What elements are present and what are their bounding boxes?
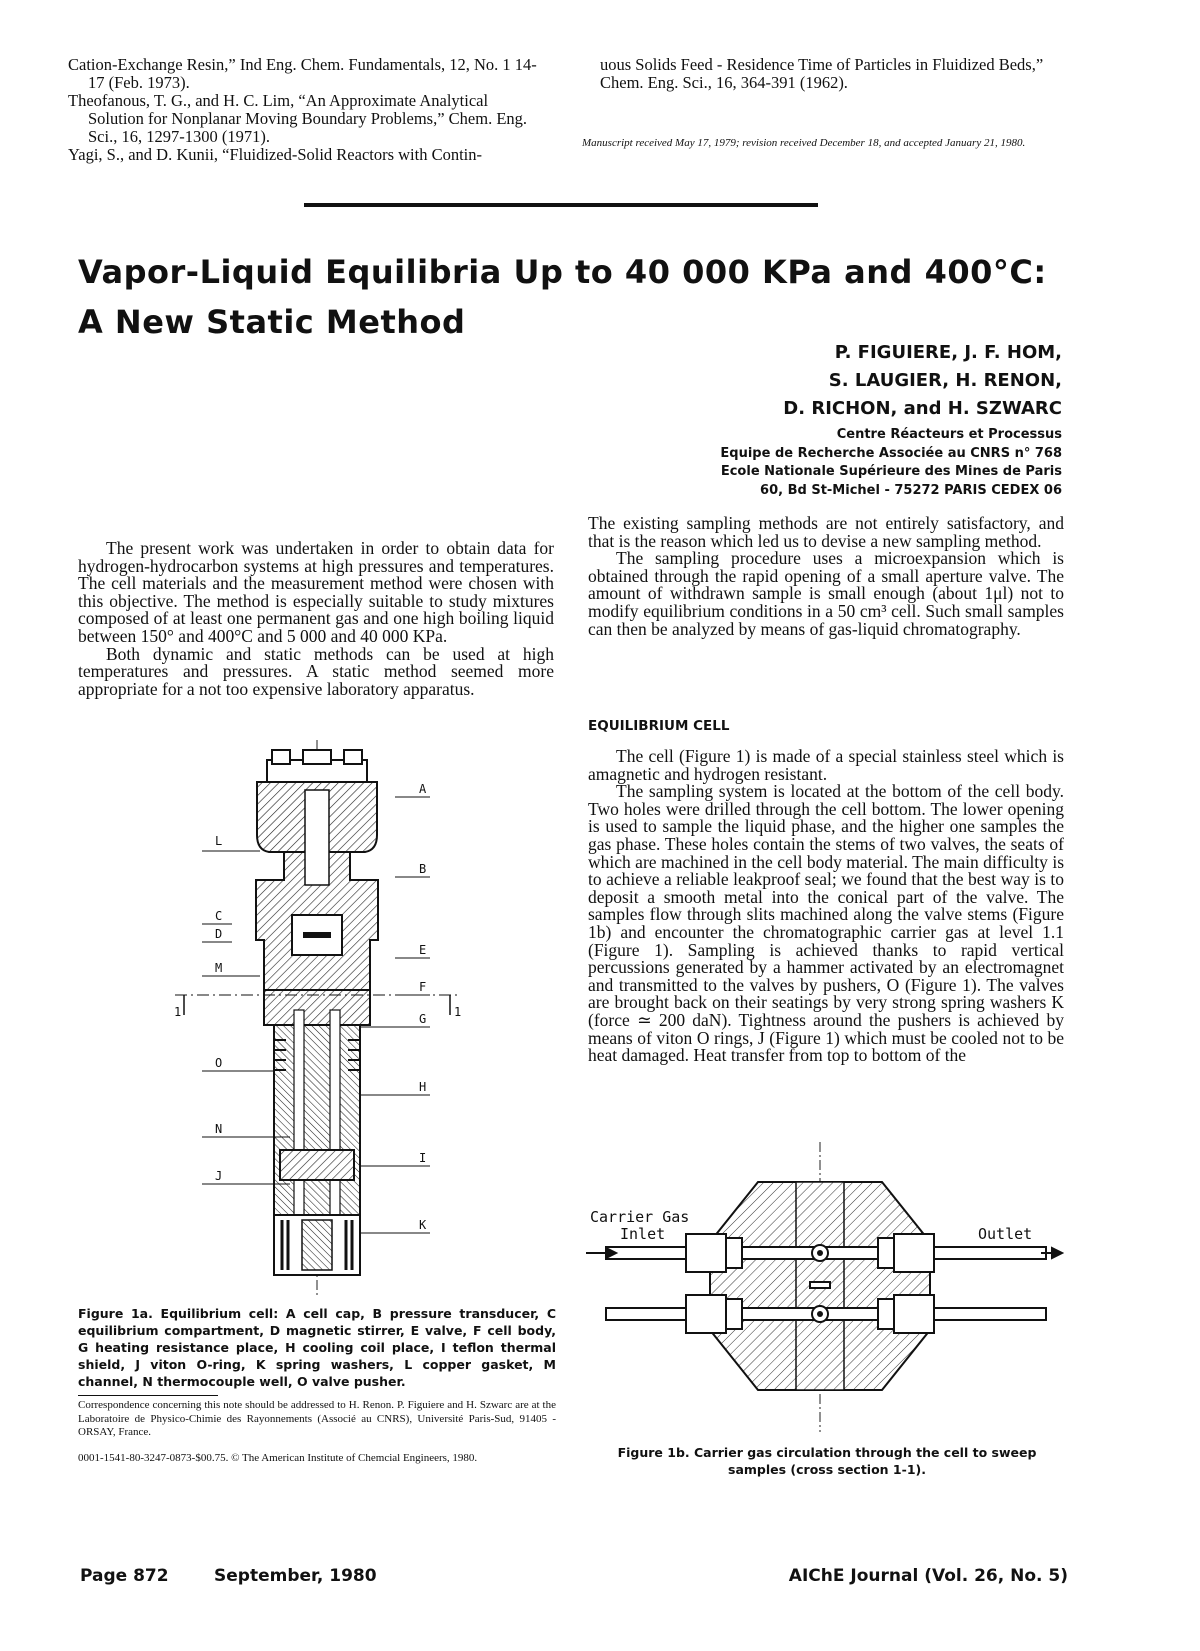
footnote-divider: [78, 1395, 218, 1396]
label-f: F: [419, 980, 427, 994]
page-number: Page 872: [80, 1566, 169, 1586]
label-l: L: [215, 834, 223, 848]
reference-item: Cation-Exchange Resin,” Ind Eng. Chem. Fundamentals, 12, No. 1 14-17 (Feb. 1973).: [68, 55, 537, 92]
label-i: I: [419, 1151, 427, 1165]
manuscript-note: Manuscript received May 17, 1979; revision received December 18, and accepted January 21, 1980.: [582, 137, 1026, 149]
affiliation: [600, 426, 1062, 500]
right-column-text: [588, 515, 1064, 638]
references-left: [68, 56, 548, 164]
section-mark-right: 1: [454, 1005, 462, 1019]
issue-date: September, 1980: [214, 1566, 377, 1586]
paragraph: The cell (Figure 1) is made of a special stainless steel which is amagnetic and hydrogen resistant.: [588, 746, 1064, 784]
copyright-note: 0001-1541-80-3247-0873-$00.75. © The American Institute of Chemcial Engineers, 1980.: [78, 1452, 478, 1464]
affiliation-line: 60, Bd St-Michel - 75272 PARIS CEDEX 06: [760, 482, 1062, 498]
paragraph: The existing sampling methods are not entirely satisfactory, and that is the reason which led us to devise a new sampling method.: [588, 513, 1064, 551]
section-mark-left: 1: [174, 1005, 182, 1019]
label-k: K: [419, 1218, 427, 1232]
figure-1b-caption: Figure 1b. Carrier gas circulation through the cell to sweep samples (cross section 1-1).: [617, 1445, 1037, 1477]
journal-name: AIChE Journal (Vol. 26, No. 5): [788, 1566, 1068, 1586]
paragraph: The sampling procedure uses a microexpansion which is obtained through the rapid opening of a small aperture valve. The amount of withdrawn sample is small enough (about 1μl) not to modify equilibrium conditions in a 50 cm³ cell. Such small samples can then be analyzed by means of gas-liquid chromatography.: [588, 548, 1064, 639]
references-right: [582, 56, 1062, 92]
affiliation-line: Equipe de Recherche Associée au CNRS n° 768: [720, 445, 1062, 461]
label-a: A: [419, 782, 427, 796]
label-h: H: [419, 1080, 427, 1094]
paragraph: Both dynamic and static methods can be used at high temperatures and pressures. A static method seemed more appropriate for a not too expensive laboratory apparatus.: [78, 643, 554, 699]
reference-item: Yagi, S., and D. Kunii, “Fluidized-Solid Reactors with Contin-: [68, 145, 483, 164]
figure-1a-caption: Figure 1a. Equilibrium cell: A cell cap, B pressure transducer, C equilibrium compartment, D magnetic stirrer, E valve, F cell body, G heating resistance place, H cooling coil place, I teflon thermal shield, J viton O-ring, K spring washers, L copper gasket, M channel, N thermocouple well, O valve pusher.: [78, 1306, 556, 1389]
title-divider: [304, 203, 818, 207]
figure-1b-diagram: [586, 1142, 1064, 1440]
author-list: [600, 339, 1062, 423]
inlet-label: Inlet: [620, 1225, 666, 1243]
carrier-gas-label: Carrier Gas: [590, 1208, 690, 1226]
article-title: Vapor-Liquid Equilibria Up to 40 000 KPa and 400°C: A New Static Method: [78, 253, 1047, 341]
paragraph: The present work was undertaken in order to obtain data for hydrogen-hydrocarbon systems at high pressures and temperatures. The cell materials and the measurement method were chosen with this objective. The method is especially suitable to study mixtures composed of at least one permanent gas and one high boiling liquid between 150° and 400°C and 5 000 and 40 000 KPa.: [78, 538, 554, 646]
section-heading: EQUILIBRIUM CELL: [588, 718, 730, 734]
label-n: N: [215, 1122, 223, 1136]
affiliation-line: Centre Réacteurs et Processus: [836, 427, 1062, 442]
label-b: B: [419, 862, 427, 876]
paragraph: The sampling system is located at the bottom of the cell body. Two holes were drilled through the cell bottom. The lower opening is used to sample the liquid phase, and the higher one samples the gas phase. These holes contain the stems of two valves, the seats of which are machined in the cell body material. The main difficulty is to achieve a reliable leakproof seal; we found that the best way is to deposit a smooth metal into the conical part of the valve. The samples flow through slits machined along the valve stems (Figure 1b) and encounter the chromatographic carrier gas at level 1.1 (Figure 1). Sampling is achieved thanks to rapid vertical percussions generated by a hammer activated by an electromagnet and transmitted to the valves by pushers, O (Figure 1). The valves are brought back on their seatings by very strong spring washers K (force ≃ 200 daN). Tightness around the pushers is achieved by means of viton O rings, J (Figure 1) which must be cooled not to be heat damaged. Heat transfer from top to bottom of the: [588, 781, 1064, 1066]
author-line: P. FIGUIERE, J. F. HOM,: [834, 342, 1062, 363]
reference-item: uous Solids Feed - Residence Time of Particles in Fluidized Beds,” Chem. Eng. Sci., 16, 364-391 (1962).: [600, 55, 1044, 92]
label-e: E: [419, 943, 427, 957]
affiliation-line: Ecole Nationale Supérieure des Mines de Paris: [720, 464, 1062, 479]
author-line: D. RICHON, and H. SZWARC: [783, 398, 1062, 419]
label-c: C: [215, 909, 223, 923]
label-m: M: [215, 961, 223, 975]
correspondence-note: Correspondence concerning this note should be addressed to H. Renon. P. Figuiere and H. Szwarc are at the Laboratoire de Physico-Chimie des Rayonnements (Associé au CNRS), Université Paris-Sud, 91405 - ORSAY, France.: [78, 1399, 556, 1438]
label-o: O: [215, 1056, 223, 1070]
left-column-text: [78, 540, 554, 698]
author-line: S. LAUGIER, H. RENON,: [828, 370, 1062, 391]
label-g: G: [419, 1012, 427, 1026]
label-d: D: [215, 927, 223, 941]
reference-item: Theofanous, T. G., and H. C. Lim, “An Approximate Analytical Solution for Nonplanar Moving Boundary Problems,” Chem. Eng. Sci., 16, 1297-1300 (1971).: [68, 91, 528, 146]
section-text: [588, 748, 1064, 1065]
figure-1a-diagram: [160, 740, 480, 1295]
label-j: J: [215, 1169, 223, 1183]
outlet-label: Outlet: [978, 1225, 1033, 1243]
